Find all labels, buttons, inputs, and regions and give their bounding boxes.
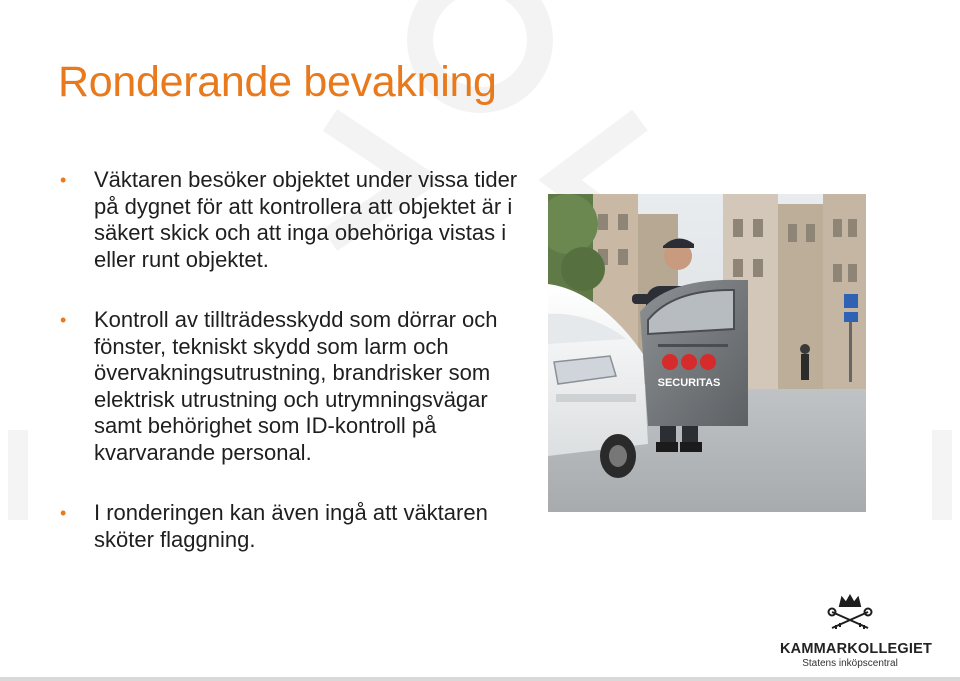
bullet-dot-icon: • — [60, 503, 67, 523]
bullet-list — [56, 167, 536, 587]
bullet-item — [56, 500, 536, 553]
door-brand-text: SECURITAS — [657, 377, 721, 389]
bottom-divider — [0, 677, 960, 681]
bullet-dot-icon: • — [60, 170, 67, 190]
security-guard-photo — [548, 194, 866, 512]
logo-name: KAMMARKOLLEGIET — [780, 641, 933, 657]
slide-title: Ronderande bevakning — [58, 58, 497, 106]
bullet-item — [56, 307, 536, 466]
bullet-text: I ronderingen kan även ingå att väktaren sköter flaggning. — [94, 500, 488, 552]
bullet-text: Kontroll av tillträdesskydd som dörrar och fönster, tekniskt skydd som larm och övervakningsutrustning, brandrisker som elektrisk utrustning och utrymningsvägar samt behörighet som ID-kontroll på kvarvarande personal. — [94, 307, 498, 465]
logo-subtitle: Statens inköpscentral — [802, 658, 898, 669]
bullet-dot-icon: • — [60, 310, 67, 330]
bullet-item — [56, 167, 536, 273]
bullet-text: Väktaren besöker objektet under vissa tider på dygnet för att kontrollera att objektet är i säkert skick och att inga obehöriga vistas i eller runt objektet. — [94, 167, 518, 272]
kammarkollegiet-logo — [780, 592, 933, 669]
crown-keys-icon — [820, 592, 880, 632]
